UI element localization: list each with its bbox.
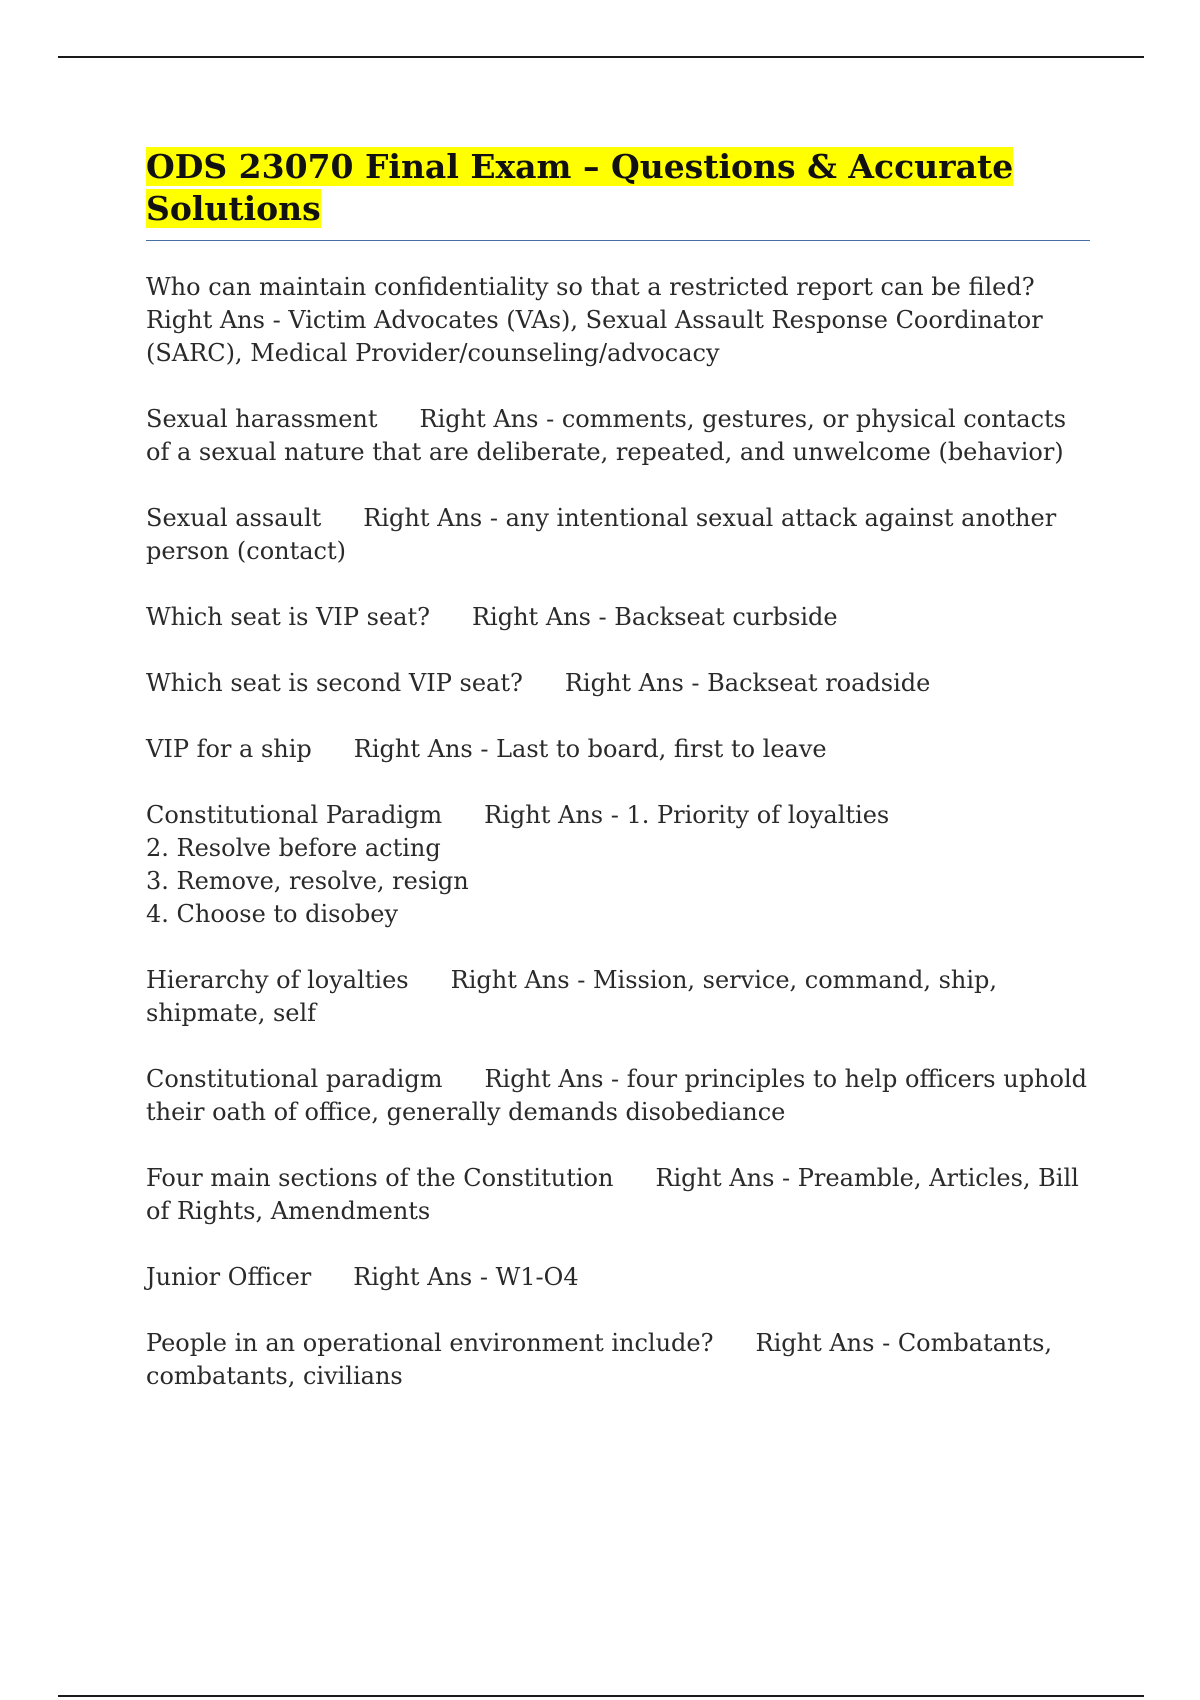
answer-prefix: Right Ans - (471, 603, 615, 631)
question-text: Who can maintain confidentiality so that a restricted report can be filed? (146, 273, 1035, 301)
qa-item (146, 502, 1090, 568)
question-text: Hierarchy of loyalties (146, 966, 409, 994)
question-text: VIP for a ship (146, 735, 312, 763)
answer-text: Mission, service, command, ship, shipmate, self (146, 966, 1005, 1027)
question-text: Sexual harassment (146, 405, 378, 433)
qa-item (146, 1261, 1090, 1294)
answer-prefix: Right Ans - (146, 306, 289, 334)
answer-text: any intentional sexual attack against another person (contact) (146, 504, 1064, 565)
answer-text: Backseat roadside (707, 669, 931, 697)
header-rule (58, 56, 1144, 58)
answer-prefix: Right Ans - (564, 669, 708, 697)
answer-prefix: Right Ans - (484, 1065, 627, 1093)
question-text: Junior Officer (146, 1263, 312, 1291)
answer-prefix: Right Ans - (755, 1329, 898, 1357)
document-title (146, 146, 1090, 241)
qa-item (146, 1063, 1095, 1129)
question-text: People in an operational environment include? (146, 1329, 714, 1357)
answer-prefix: Right Ans - (484, 801, 627, 829)
qa-item (146, 601, 1090, 634)
qa-item (146, 1162, 1090, 1228)
question-text: Which seat is second VIP seat? (146, 669, 523, 697)
answer-text: W1-O4 (495, 1263, 579, 1291)
answer-prefix: Right Ans - (353, 735, 497, 763)
highlighted-title-text: ODS 23070 Final Exam – Questions & Accurate Solutions (146, 147, 1014, 228)
answer-text: Combatants, combatants, civilians (146, 1329, 1060, 1390)
qa-item (146, 733, 1090, 766)
answer-prefix: Right Ans - (419, 405, 562, 433)
answer-text: Victim Advocates (VAs), Sexual Assault Response Coordinator (SARC), Medical Provider/counseling/advocacy (146, 306, 1051, 367)
qa-list (146, 271, 1095, 1393)
answer-text: 1. Priority of loyalties 2. Resolve before acting 3. Remove, resolve, resign 4. Choose to disobey (146, 801, 890, 928)
qa-item (146, 964, 1090, 1030)
document-body (146, 146, 1095, 1426)
answer-text: Last to board, first to leave (496, 735, 827, 763)
question-text: Constitutional Paradigm (146, 801, 443, 829)
qa-item (146, 271, 1090, 370)
answer-prefix: Right Ans - (353, 1263, 496, 1291)
question-text: Constitutional paradigm (146, 1065, 443, 1093)
footer-rule (58, 1695, 1144, 1697)
answer-prefix: Right Ans - (655, 1164, 798, 1192)
answer-text: comments, gestures, or physical contacts of a sexual nature that are deliberate, repeated, and unwelcome (behavior) (146, 405, 1074, 466)
answer-text: Backseat curbside (614, 603, 838, 631)
qa-item (146, 667, 1090, 700)
qa-item (146, 403, 1090, 469)
answer-prefix: Right Ans - (363, 504, 506, 532)
answer-text: four principles to help officers uphold their oath of office, generally demands disobediance (146, 1065, 1095, 1126)
qa-item (146, 1327, 1090, 1393)
question-text: Which seat is VIP seat? (146, 603, 430, 631)
question-text: Four main sections of the Constitution (146, 1164, 614, 1192)
question-text: Sexual assault (146, 504, 322, 532)
answer-text: Preamble, Articles, Bill of Rights, Amendments (146, 1164, 1087, 1225)
qa-item (146, 799, 1090, 931)
answer-prefix: Right Ans - (450, 966, 593, 994)
